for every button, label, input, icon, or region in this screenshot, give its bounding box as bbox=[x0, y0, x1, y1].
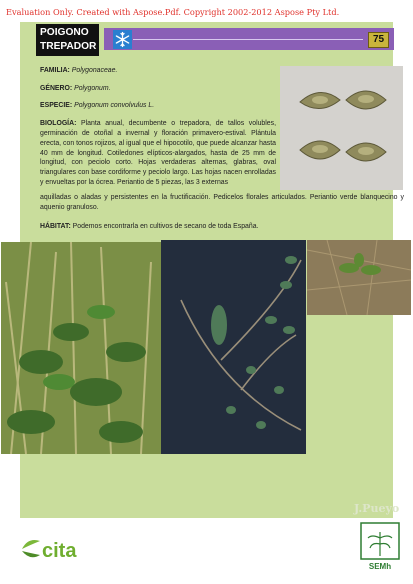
genero-value: Polygonum. bbox=[74, 85, 111, 92]
semh-logo bbox=[360, 522, 400, 572]
biologia-paragraph bbox=[40, 119, 276, 188]
title-line-2: TREPADOR bbox=[40, 41, 97, 52]
biologia-continuation: aquilladas o aladas y persistentes en la fructificación. Pedicelos florales articulados. Periantio verde blanquecino y aquenio granuloso. bbox=[40, 194, 404, 211]
author-signature: J.Pueyo bbox=[354, 502, 400, 515]
field-plant-photo bbox=[1, 242, 161, 454]
seeds-photo bbox=[280, 66, 403, 190]
seedling-photo bbox=[307, 240, 411, 315]
species-title bbox=[36, 24, 99, 56]
semh-logo-text: SEMh bbox=[368, 562, 392, 571]
especie-value: Polygonum convolvulus L. bbox=[74, 102, 155, 109]
familia-label: FAMILIA: bbox=[40, 67, 70, 74]
habitat-value: Podemos encontrarla en cultivos de secano de toda España. bbox=[72, 223, 259, 230]
familia-line bbox=[40, 66, 117, 76]
cita-logo-text: cita bbox=[42, 540, 77, 562]
watermark-text: Evaluation Only. Created with Aspose.Pdf. Copyright 2002-2012 Aspose Pty Ltd. bbox=[6, 7, 340, 17]
especie-label: ESPECIE: bbox=[40, 102, 73, 109]
especie-line bbox=[40, 101, 154, 111]
sheet-number-badge: 75 bbox=[368, 32, 389, 48]
snowflake-icon bbox=[113, 30, 132, 49]
biologia-label: BIOLOGÍA: bbox=[40, 120, 77, 127]
genero-line bbox=[40, 84, 110, 94]
title-line-1: POIGONO bbox=[40, 27, 89, 38]
genero-label: GÉNERO: bbox=[40, 85, 73, 92]
header-divider bbox=[133, 39, 363, 40]
plant-specimen-photo bbox=[161, 240, 306, 454]
familia-value: Polygonaceae. bbox=[71, 67, 118, 74]
biologia-text: Planta anual, decumbente o trepadora, de tallos volubles, germinación de otoñal a invernal y floración primavero-estival. Plántula erecta, con tonos rojizos, al igual que el hipocotilo, que puede alcanzar hasta 40 mm de longitud. Cotiledones elípticos-alargados, hasta de 25 mm de longitud, con peciolo corto. Hojas verdaderas alternas, glabras, oval triangulares con base cordiforme y peciolo largo. Las hojas nacen enrolladas y envueltas por la ócrea. Periantio de 5 piezas, las 3 externas bbox=[40, 120, 276, 187]
habitat-label: HÁBITAT: bbox=[40, 223, 71, 230]
cita-logo bbox=[20, 535, 90, 563]
habitat-line bbox=[40, 222, 400, 232]
